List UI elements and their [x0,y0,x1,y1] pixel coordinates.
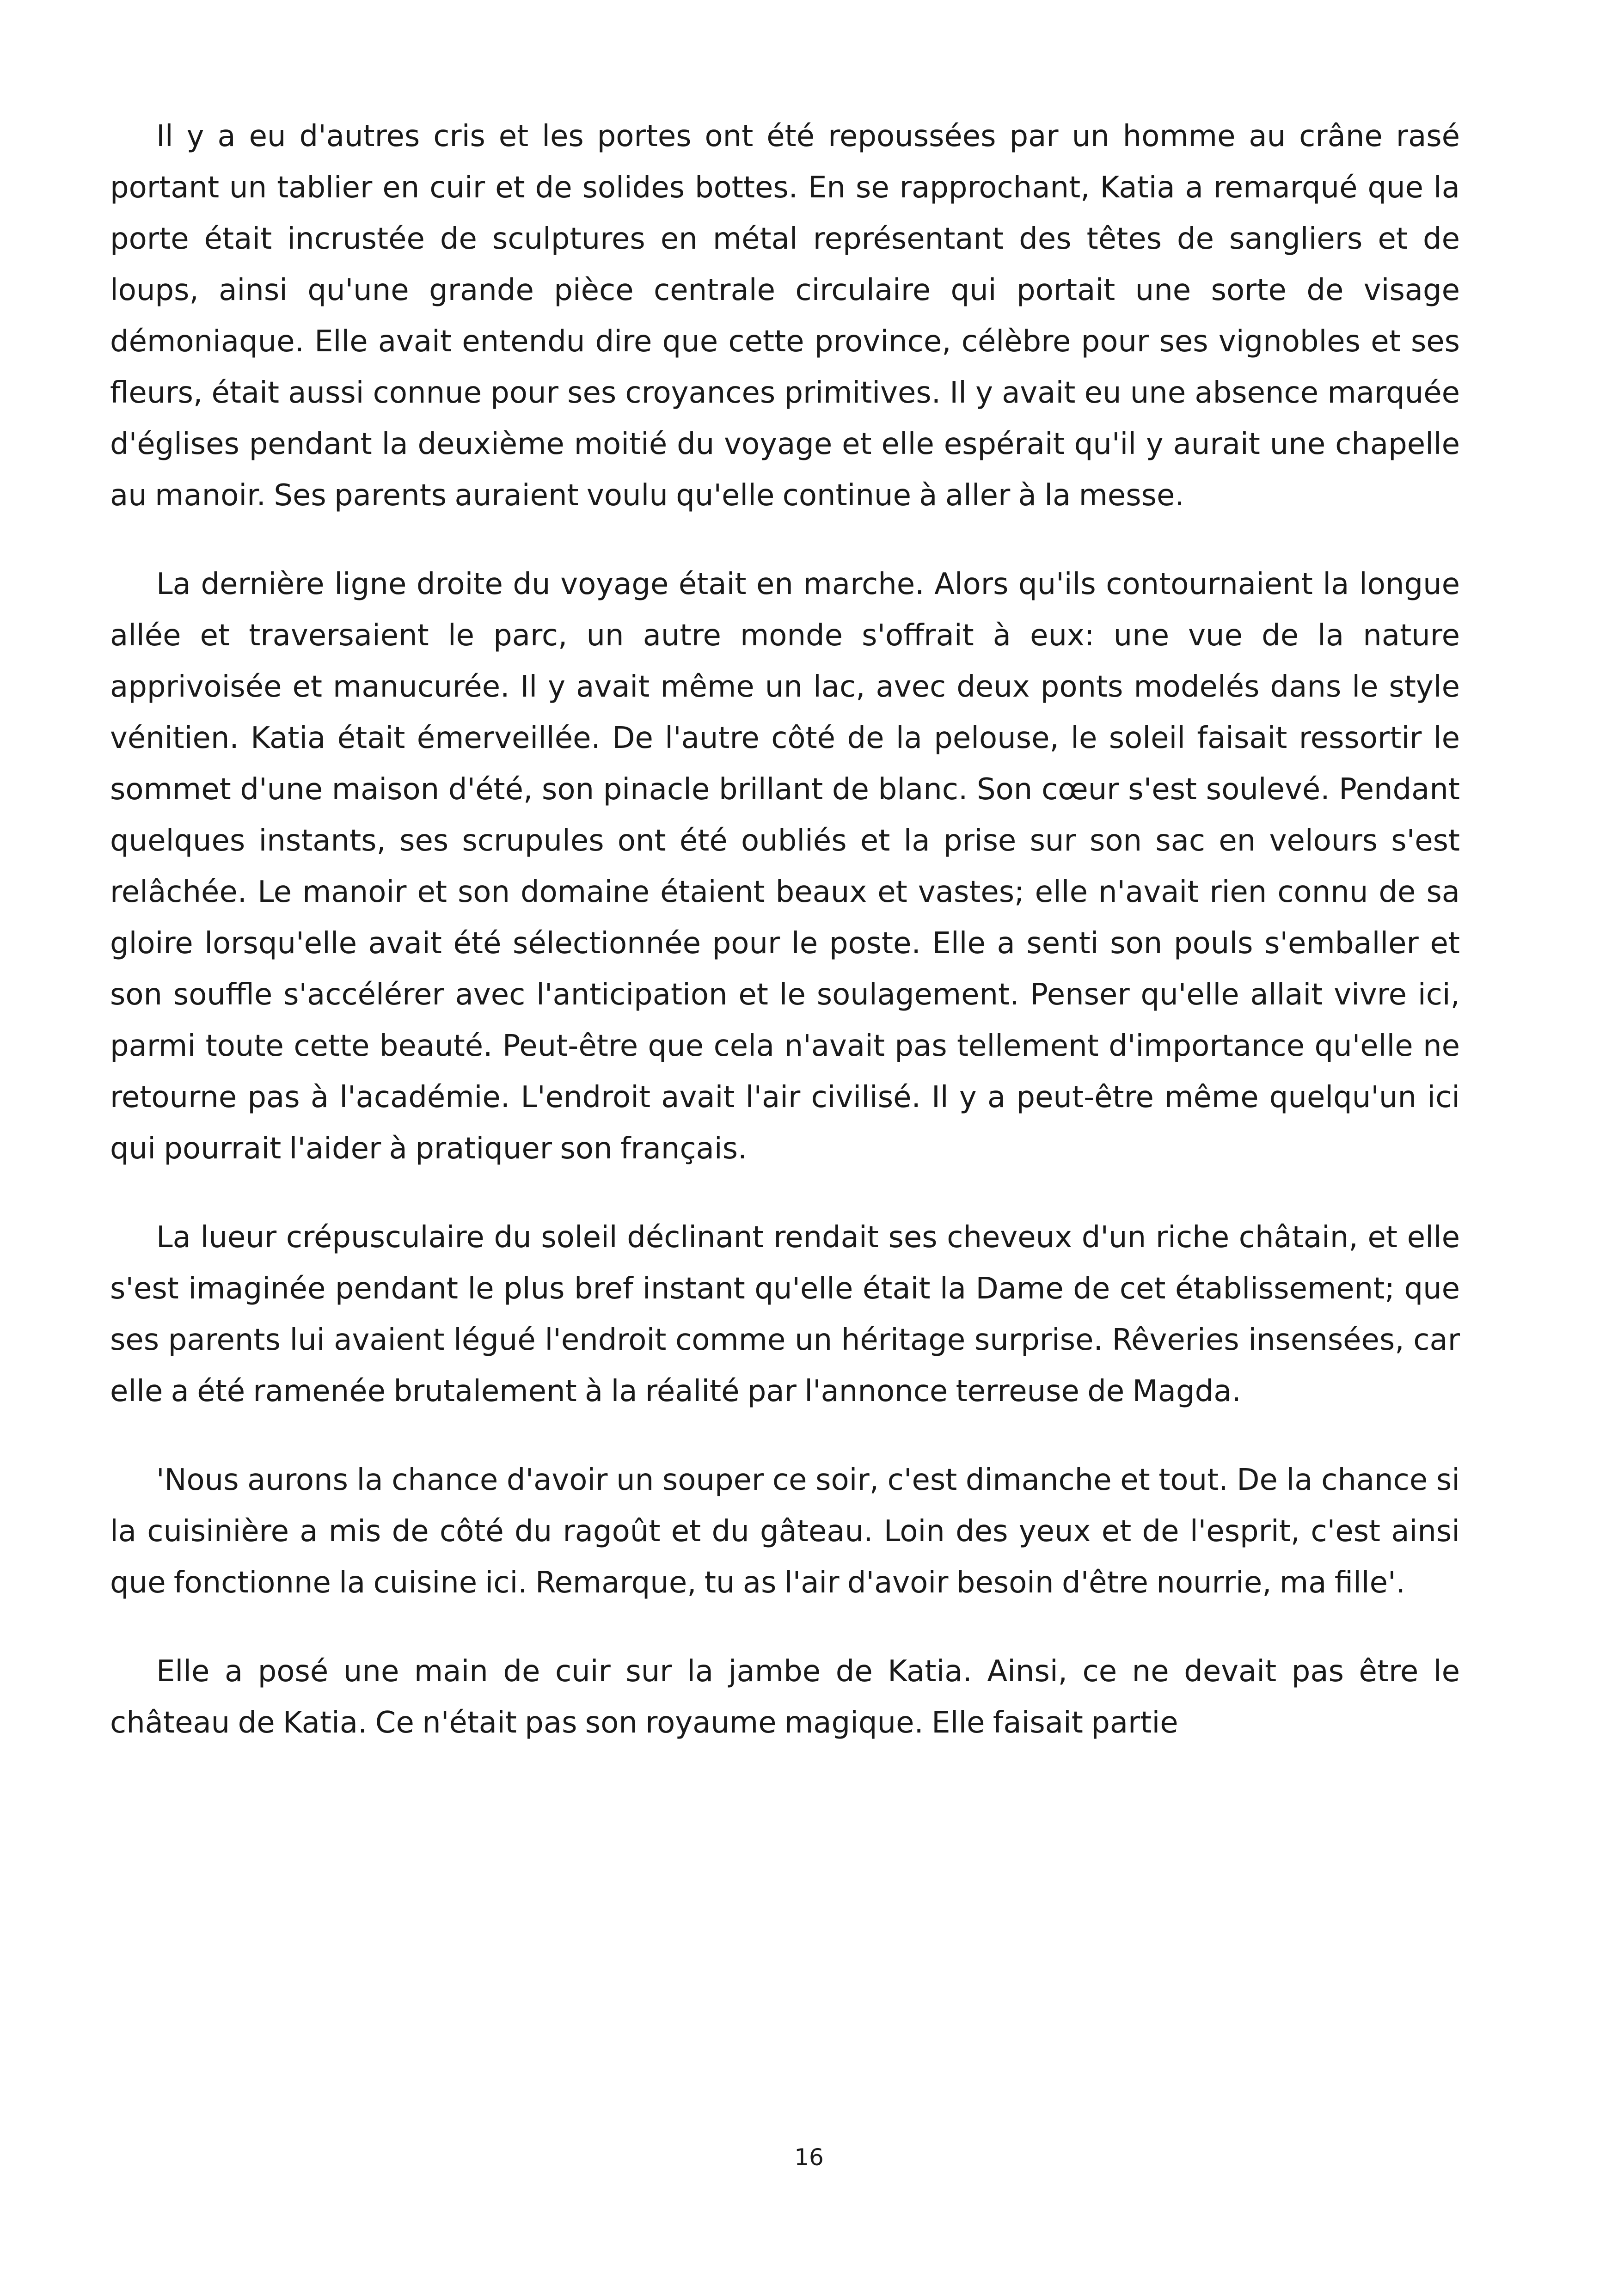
paragraph-3: La lueur crépusculaire du soleil déclinant rendait ses cheveux d'un riche châtain, et elle s'est imaginée pendant le plus bref instant qu'elle était la Dame de cet établissement; que ses parents lui avaient légué l'endroit comme un héritage surprise. Rêveries insensées, car elle a été ramenée brutalement à la réalité par l'annonce terreuse de Magda. [110,1220,1460,1408]
page-number: 16 [794,2144,824,2171]
paragraph-1: Il y a eu d'autres cris et les portes ont été repoussées par un homme au crâne rasé portant un tablier en cuir et de solides bottes. En se rapprochant, Katia a remarqué que la porte était incrustée de sculptures en métal représentant des têtes de sangliers et de loups, ainsi qu'une grande pièce centrale circulaire qui portait une sorte de visage démoniaque. Elle avait entendu dire que cette province, célèbre pour ses vignobles et ses fleurs, était aussi connue pour ses croyances primitives. Il y avait eu une absence marquée d'églises pendant la deuxième moitié du voyage et elle espérait qu'il y aurait une chapelle au manoir. Ses parents auraient voulu qu'elle continue à aller à la messe. [110,119,1460,513]
paragraph-4: 'Nous aurons la chance d'avoir un souper ce soir, c'est dimanche et tout. De la chance si la cuisinière a mis de côté du ragoût et du gâteau. Loin des yeux et de l'esprit, c'est ainsi que fonctionne la cuisine ici. Remarque, tu as l'air d'avoir besoin d'être nourrie, ma fille'. [110,1463,1460,1600]
paragraph-2: La dernière ligne droite du voyage était en marche. Alors qu'ils contournaient la longue allée et traversaient le parc, un autre monde s'offrait à eux: une vue de la nature apprivoisée et manucurée. Il y avait même un lac, avec deux ponts modelés dans le style vénitien. Katia était émerveillée. De l'autre côté de la pelouse, le soleil faisait ressortir le sommet d'une maison d'été, son pinacle brillant de blanc. Son cœur s'est soulevé. Pendant quelques instants, ses scrupules ont été oubliés et la prise sur son sac en velours s'est relâchée. Le manoir et son domaine étaient beaux et vastes; elle n'avait rien connu de sa gloire lorsqu'elle avait été sélectionnée pour le poste. Elle a senti son pouls s'emballer et son souffle s'accélérer avec l'anticipation et le soulagement. Penser qu'elle allait vivre ici, parmi toute cette beauté. Peut-être que cela n'avait pas tellement d'importance qu'elle ne retourne pas à l'académie. L'endroit avait l'air civilisé. Il y a peut-être même quelqu'un ici qui pourrait l'aider à pratiquer son français. [110,567,1460,1166]
body-text [110,111,1460,1786]
paragraph-5: Elle a posé une main de cuir sur la jambe de Katia. Ainsi, ce ne devait pas être le château de Katia. Ce n'était pas son royaume magique. Elle faisait partie [110,1654,1460,1740]
